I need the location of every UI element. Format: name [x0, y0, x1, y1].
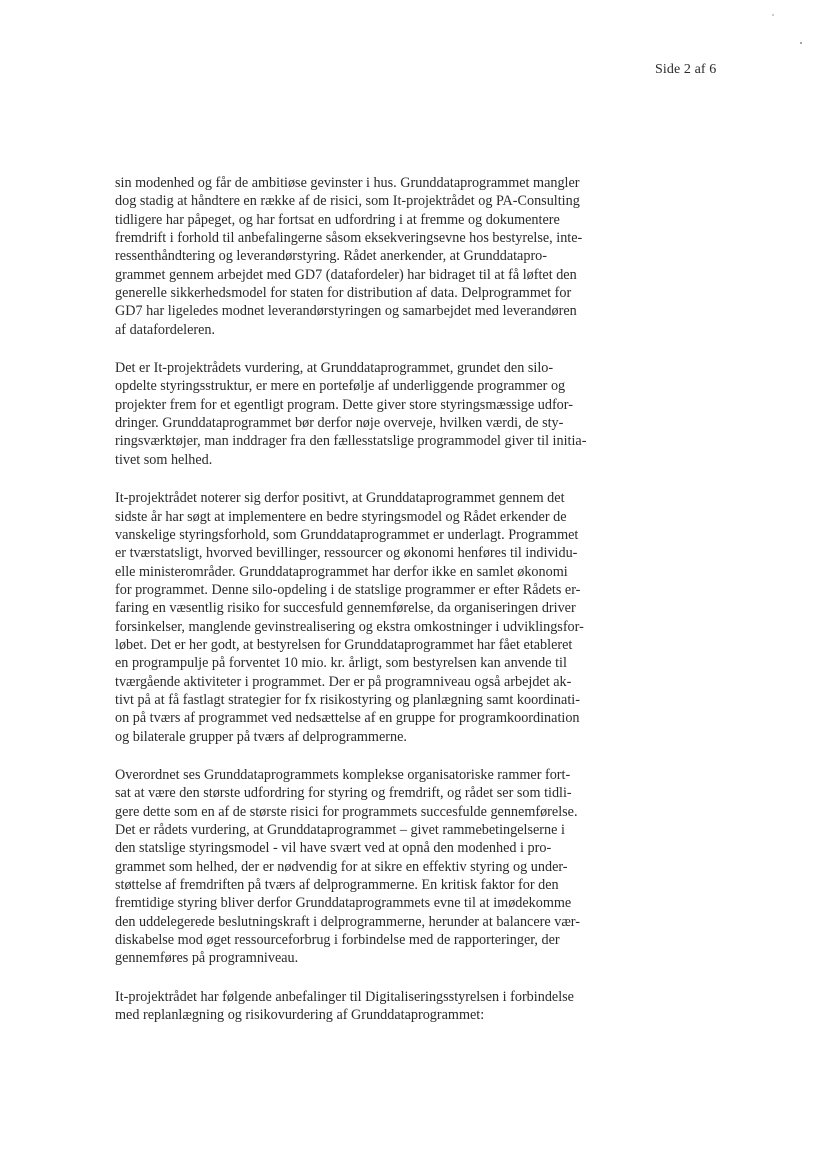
text-line: fremtidige styring bliver derfor Grunddataprogrammets evne til at imødekomme	[115, 895, 572, 912]
paragraph	[115, 174, 727, 339]
text-line: løbet. Det er her godt, at bestyrelsen for Grunddataprogrammet har fået etableret	[115, 636, 573, 653]
text-line: gere dette som en af de største risici for programmets succesfulde gennemførelse.	[115, 803, 578, 820]
text-line: elle ministerområder. Grunddataprogrammet har derfor ikke en samlet økonomi	[115, 563, 568, 580]
page-number: Side 2 af 6	[655, 62, 717, 77]
paragraph	[115, 359, 727, 469]
text-line: grammet gennem arbejdet med GD7 (datafordeler) har bidraget til at få løftet den	[115, 266, 577, 283]
text-line: GD7 har ligeledes modnet leverandørstyringen og samarbejdet med leverandøren	[115, 303, 577, 320]
text-line: gennemføres på programniveau.	[115, 950, 299, 967]
text-line: den uddelegerede beslutningskraft i delprogrammerne, herunder at balancere vær-	[115, 913, 580, 930]
text-line: faring en væsentlig risiko for succesfuld gennemførelse, da organiseringen driver	[115, 600, 576, 617]
text-line: diskabelse mod øget ressourceforbrug i forbindelse med de rapporteringer, der	[115, 932, 560, 949]
text-line: tivt på at få fastlagt strategier for fx risikostyring og planlægning samt koordinati-	[115, 691, 580, 708]
text-line: den statslige styringsmodel - vil have svært ved at opnå den modenhed i pro-	[115, 840, 552, 857]
text-line: af datafordeleren.	[115, 321, 216, 338]
text-line: tværgående aktiviteter i programmet. Der er på programniveau også arbejdet ak-	[115, 673, 572, 690]
text-line: sidste år har søgt at implementere en bedre styringsmodel og Rådet erkender de	[115, 508, 567, 525]
text-line: støttelse af fremdriften på tværs af delprogrammerne. En kritisk faktor for den	[115, 877, 559, 894]
scan-speck	[772, 14, 774, 16]
text-line: fremdrift i forhold til anbefalingerne såsom eksekveringsevne hos bestyrelse, inte-	[115, 230, 583, 247]
text-line: og bilaterale grupper på tværs af delprogrammerne.	[115, 728, 407, 745]
text-line: med replanlægning og risikovurdering af Grunddataprogrammet:	[115, 1007, 485, 1024]
text-line: Overordnet ses Grunddataprogrammets komplekse organisatoriske rammer fort-	[115, 766, 571, 783]
text-line: vanskelige styringsforhold, som Grunddataprogrammet er underlagt. Programmet	[115, 526, 579, 543]
paragraph	[115, 489, 727, 746]
text-line: for programmet. Denne silo-opdeling i de statslige programmer er efter Rådets er-	[115, 581, 581, 598]
text-line: sin modenhed og får de ambitiøse gevinster i hus. Grunddataprogrammet mangler	[115, 175, 580, 191]
text-line: dog stadig at håndtere en række af de risici, som It-projektrådet og PA-Consulting	[115, 193, 580, 210]
text-line: on på tværs af programmet ved nedsættelse af en gruppe for programkoordination	[115, 710, 580, 727]
text-line: forsinkelser, manglende gevinstrealisering og ekstra omkostninger i udviklingsfor-	[115, 618, 584, 635]
text-line: projekter frem for et egentligt program. Dette giver store styringsmæssige udfor-	[115, 396, 573, 413]
text-line: ringsværktøjer, man inddrager fra den fællesstatslige programmodel giver til initia-	[115, 433, 587, 450]
text-line: generelle sikkerhedsmodel for staten for distribution af data. Delprogrammet for	[115, 285, 572, 302]
text-line: en programpulje på forventet 10 mio. kr. årligt, som bestyrelsen kan anvende til	[115, 655, 567, 672]
text-line: tidligere har påpeget, og har fortsat en udfordring i at fremme og dokumentere	[115, 211, 560, 228]
text-line: It-projektrådet har følgende anbefalinger til Digitaliseringsstyrelsen i forbindelse	[115, 988, 574, 1005]
text-line: er tværstatsligt, hvorved bevillinger, ressourcer og økonomi henføres til individu-	[115, 545, 578, 562]
text-line: grammet som helhed, der er nødvendig for at sikre en effektiv styring og under-	[115, 858, 568, 875]
text-line: sat at være den største udfordring for styring og fremdrift, og rådet ser som tidli-	[115, 785, 572, 802]
text-line: Det er It-projektrådets vurdering, at Grunddataprogrammet, grundet den silo-	[115, 360, 554, 377]
document-body	[115, 174, 727, 1044]
scan-speck	[800, 42, 802, 44]
text-line: ressenthåndtering og leverandørstyring. Rådet anerkender, at Grunddatapro-	[115, 248, 547, 265]
paragraph	[115, 988, 727, 1025]
text-line: Det er rådets vurdering, at Grunddataprogrammet – givet rammebetingelserne i	[115, 822, 565, 838]
text-line: It-projektrådet noterer sig derfor positivt, at Grunddataprogrammet gennem det	[115, 490, 565, 507]
text-line: tivet som helhed.	[115, 451, 213, 468]
text-line: dringer. Grunddataprogrammet bør derfor nøje overveje, hvilken værdi, de sty-	[115, 415, 564, 432]
paragraph	[115, 766, 727, 968]
text-line: opdelte styringsstruktur, er mere en portefølje af underliggende programmer og	[115, 378, 566, 395]
